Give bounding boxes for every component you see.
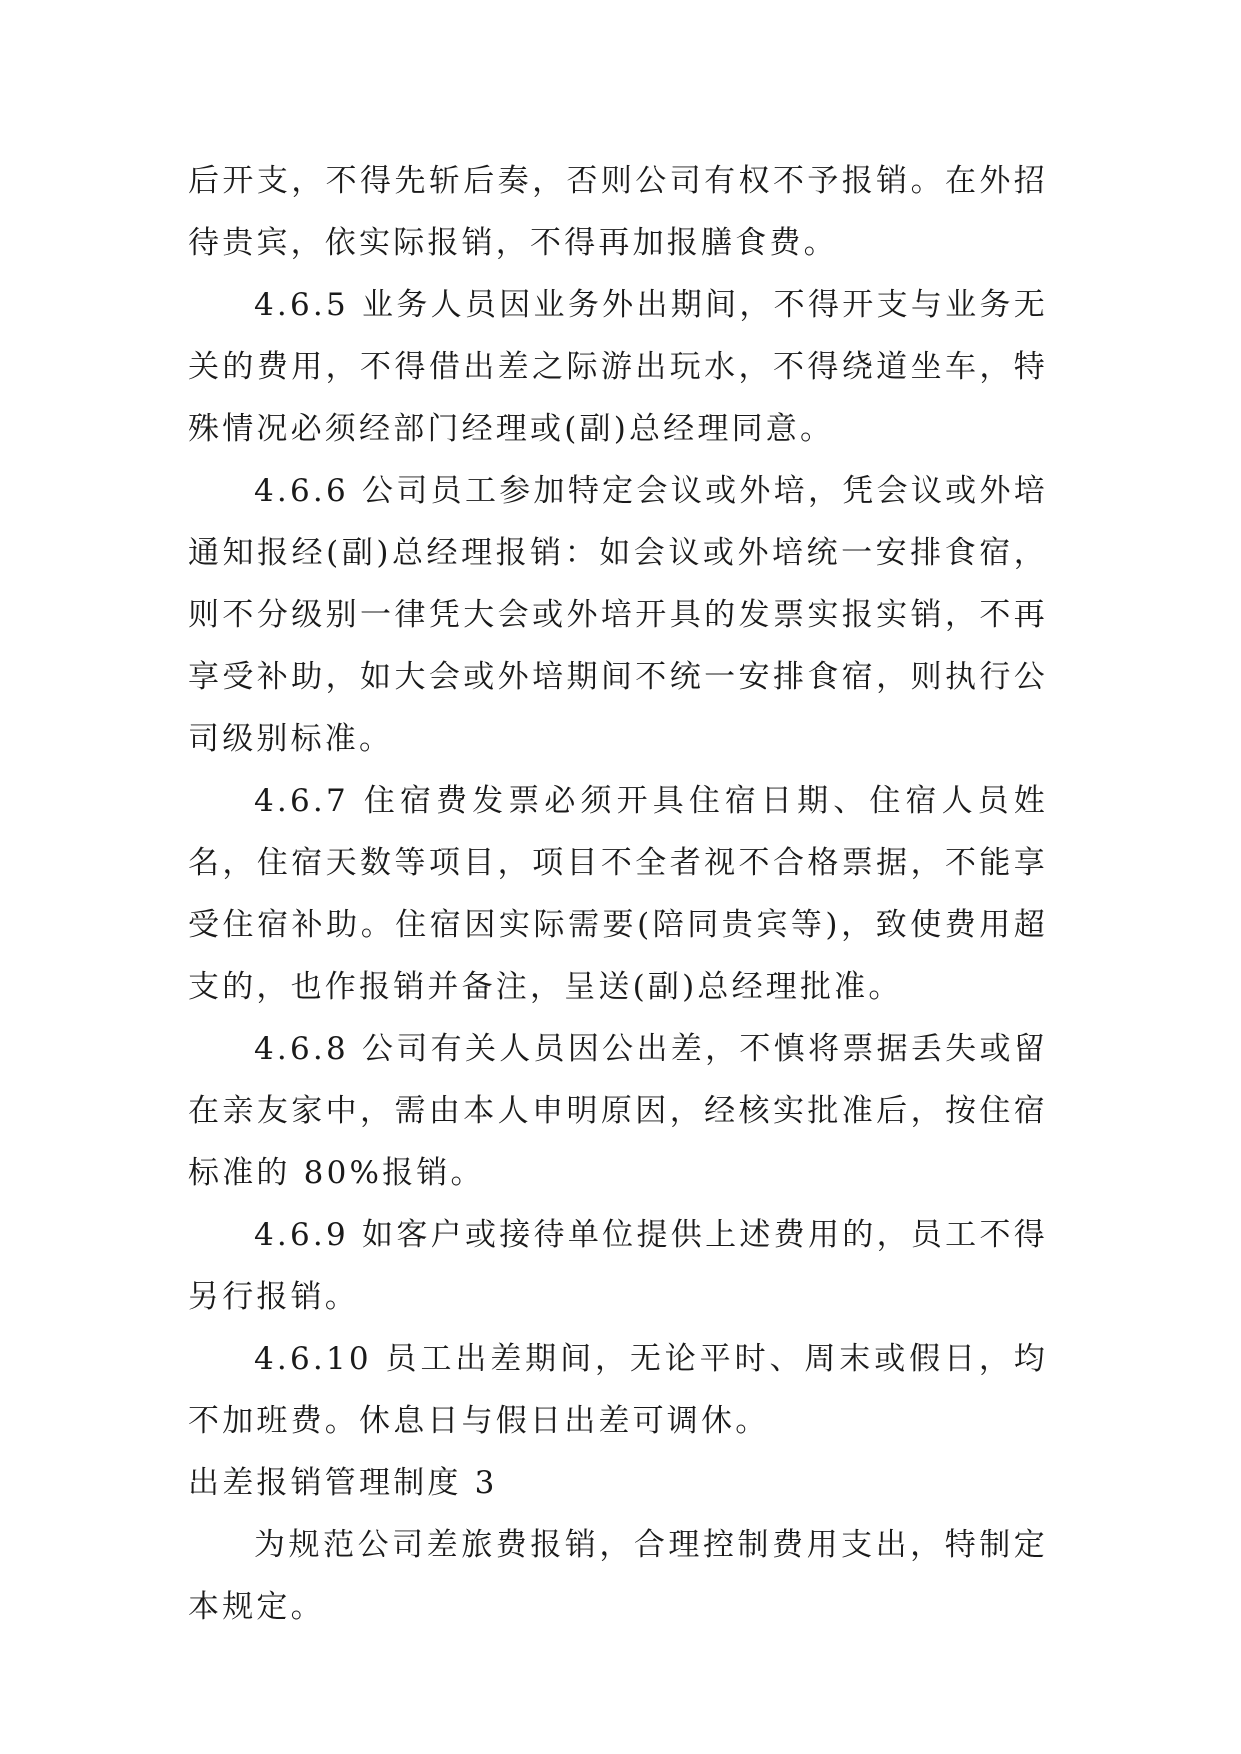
paragraph-4-6-10: 4.6.10 员工出差期间，无论平时、周末或假日，均不加班费。休息日与假日出差可调休。 — [188, 1341, 1048, 1439]
document-page — [188, 150, 1048, 1638]
paragraph-4-6-5: 4.6.5 业务人员因业务外出期间，不得开支与业务无关的费用，不得借出差之际游出玩水，不得绕道坐车，特殊情况必须经部门经理或(副)总经理同意。 — [188, 287, 1048, 447]
paragraph-4-6-6: 4.6.6 公司员工参加特定会议或外培，凭会议或外培通知报经(副)总经理报销：如会议或外培统一安排食宿，则不分级别一律凭大会或外培开具的发票实报实销，不再享受补助，如大会或外培期间不统一安排食宿，则执行公司级别标准。 — [188, 473, 1048, 757]
paragraph-4-6-9: 4.6.9 如客户或接待单位提供上述费用的，员工不得另行报销。 — [188, 1217, 1048, 1315]
section-heading: 出差报销管理制度 3 — [188, 1465, 498, 1501]
paragraph-4-6-8: 4.6.8 公司有关人员因公出差，不慎将票据丢失或留在亲友家中，需由本人申明原因，经核实批准后，按住宿标准的 80%报销。 — [188, 1031, 1048, 1191]
paragraph-continuation: 后开支，不得先斩后奏，否则公司有权不予报销。在外招待贵宾，依实际报销，不得再加报膳食费。 — [188, 163, 1048, 261]
paragraph-4-6-7: 4.6.7 住宿费发票必须开具住宿日期、住宿人员姓名，住宿天数等项目，项目不全者视不合格票据，不能享受住宿补助。住宿因实际需要(陪同贵宾等)，致使费用超支的，也作报销并备注，呈送(副)总经理批准。 — [188, 783, 1048, 1005]
paragraph-intro: 为规范公司差旅费报销，合理控制费用支出，特制定本规定。 — [188, 1527, 1048, 1625]
